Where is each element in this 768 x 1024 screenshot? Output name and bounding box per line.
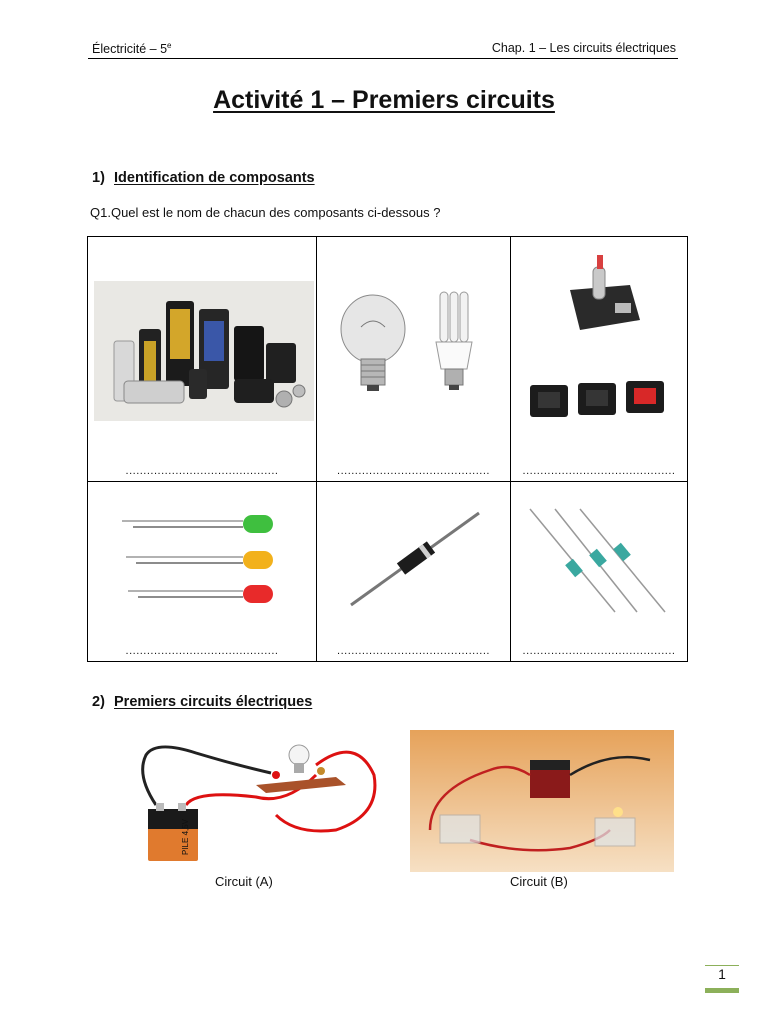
circuit-a-image bbox=[136, 735, 381, 865]
components-grid bbox=[87, 236, 688, 662]
answer-blank[interactable]: ........................................... bbox=[522, 465, 676, 477]
header-subject: Électricité – 5e bbox=[92, 41, 172, 57]
cell-diode bbox=[317, 482, 511, 662]
cell-switches bbox=[511, 237, 688, 482]
answer-blank[interactable]: ........................................... bbox=[125, 645, 279, 657]
circuit-b-caption: Circuit (B) bbox=[510, 874, 568, 889]
circuit-b-image bbox=[410, 730, 674, 872]
batteries-image bbox=[94, 281, 314, 421]
switches-image bbox=[525, 245, 675, 430]
answer-blank[interactable]: ........................................... bbox=[337, 465, 490, 477]
circuit-a-caption: Circuit (A) bbox=[215, 874, 273, 889]
battery-label: PILE 4,5V bbox=[181, 818, 190, 855]
light-bulbs-image bbox=[333, 287, 493, 407]
page-title: Activité 1 – Premiers circuits bbox=[213, 86, 555, 114]
section-2-heading: 2) Premiers circuits électriques bbox=[92, 694, 313, 710]
answer-blank[interactable]: ........................................... bbox=[337, 645, 490, 657]
cell-batteries bbox=[88, 237, 317, 482]
section-1-heading: 1) Identification de composants bbox=[92, 170, 315, 186]
resistors-image bbox=[525, 504, 675, 619]
page-header bbox=[88, 40, 678, 59]
answer-blank[interactable]: ........................................... bbox=[125, 465, 279, 477]
question-q1: Q1.Quel est le nom de chacun des composants ci-dessous ? bbox=[90, 205, 441, 220]
header-chapter: Chap. 1 – Les circuits électriques bbox=[491, 41, 676, 55]
answer-blank[interactable]: ........................................... bbox=[522, 645, 676, 657]
page-number-bar bbox=[705, 988, 739, 993]
leds-image bbox=[118, 507, 298, 617]
diode-image bbox=[339, 507, 489, 617]
cell-resistors bbox=[511, 482, 688, 662]
cell-leds bbox=[88, 482, 317, 662]
page-number: 1 bbox=[705, 965, 739, 982]
cell-lamps bbox=[317, 237, 511, 482]
